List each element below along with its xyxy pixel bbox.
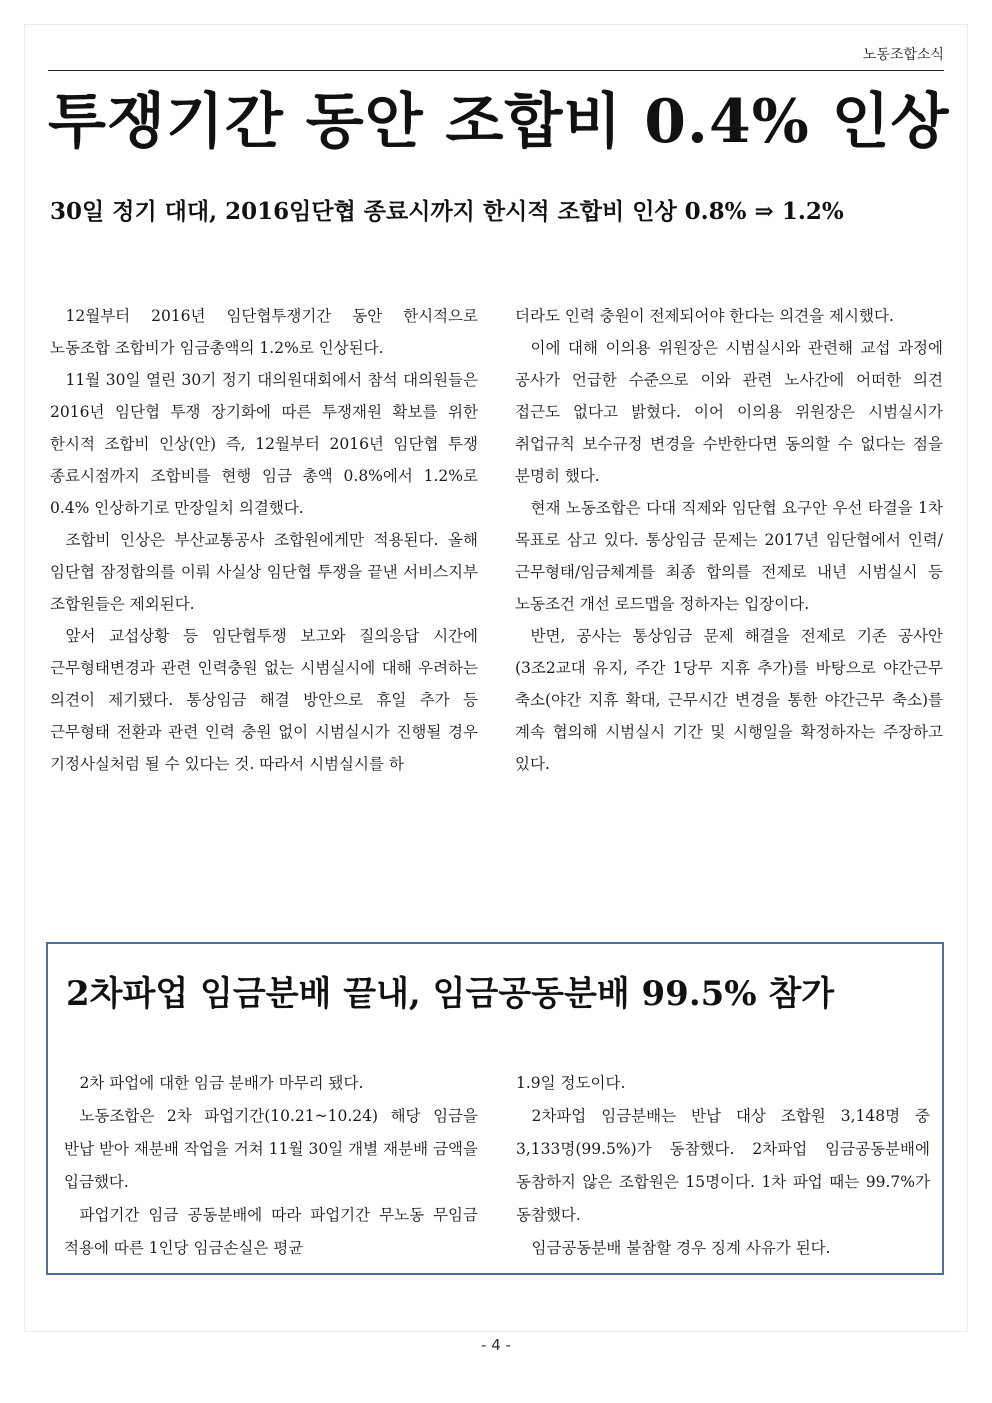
boxed-article-paragraph-continued: 1.9일 정도이다. bbox=[516, 1074, 626, 1092]
article-paragraph: 11월 30일 열린 30기 정기 대의원대회에서 참석 대의원들은 2016년 임단협 투쟁 장기화에 따른 투쟁재원 확보를 위한 한시적 조합비 인상(안) 즉, 12월부터 2016년 임단협 투쟁 종료시점까지 조합비를 현행 임금 총액 0.8%에서 1.2%로 0.4% 인상하기로 만장일치 의결했다. bbox=[50, 371, 478, 517]
article-column-right bbox=[515, 300, 943, 780]
boxed-article-paragraph: 2차 파업에 대한 임금 분배가 마무리 됐다. bbox=[79, 1074, 364, 1092]
article-paragraph: 이에 대해 이의용 위원장은 시범실시와 관련해 교섭 과정에 공사가 언급한 수준으로 이와 관련 노사간에 어떠한 의견 접근도 없다고 밝혔다. 이어 이의용 위원장은 시범실시가 취업규칙 보수규정 변경을 수반한다면 동의할 수 없다는 점을 분명히 했다. bbox=[515, 339, 943, 485]
article-column-left bbox=[50, 300, 478, 780]
boxed-article-paragraph: 파업기간 임금 공동분배에 따라 파업기간 무노동 무임금 적용에 따른 1인당 임금손실은 평균 bbox=[64, 1206, 478, 1257]
article-paragraph: 12월부터 2016년 임단협투쟁기간 동안 한시적으로 노동조합 조합비가 임금총액의 1.2%로 인상된다. bbox=[50, 307, 478, 357]
boxed-article-paragraph: 임금공동분배 불참할 경우 징계 사유가 된다. bbox=[531, 1239, 831, 1257]
article-paragraph: 반면, 공사는 통상임금 문제 해결을 전제로 기존 공사안(3조2교대 유지, 주간 1당무 지휴 추가)를 바탕으로 야간근무 축소(야간 지휴 확대, 근무시간 변경을 통한 야간근무 축소)를 계속 협의해 시범실시 기간 및 시행일을 확정하자는 주장하고 있다. bbox=[515, 627, 943, 773]
article-paragraph: 앞서 교섭상황 등 임단협투쟁 보고와 질의응답 시간에 근무형태변경과 관련 인력충원 없는 시범실시에 대해 우려하는 의견이 제기됐다. 통상임금 해결 방안으로 휴일 추가 등 근무형태 전환과 관련 인력 충원 없이 시범실시가 진행될 경우 기정사실처럼 될 수 있다는 것. 따라서 시범실시를 하 bbox=[50, 627, 478, 773]
article-title: 투쟁기간 동안 조합비 0.4% 인상 bbox=[48, 87, 950, 157]
article-body bbox=[50, 300, 943, 780]
header-rule bbox=[48, 70, 944, 71]
boxed-article-column-right bbox=[516, 1067, 930, 1265]
boxed-article-column-left bbox=[64, 1067, 478, 1265]
page-number: - 4 - bbox=[481, 1336, 511, 1354]
article-paragraph-continued: 더라도 인력 충원이 전제되어야 한다는 의견을 제시했다. bbox=[515, 307, 894, 325]
article-subtitle: 30일 정기 대대, 2016임단협 종료시까지 한시적 조합비 인상 0.8% ⇒ 1.2% bbox=[50, 198, 844, 225]
boxed-article-title: 2차파업 임금분배 끝내, 임금공동분배 99.5% 참가 bbox=[66, 974, 835, 1014]
boxed-article-paragraph: 2차파업 임금분배는 반납 대상 조합원 3,148명 중 3,133명(99.5%)가 동참했다. 2차파업 임금공동분배에 동참하지 않은 조합원은 15명이다. 1차 파업 때는 99.7%가 동참했다. bbox=[516, 1107, 930, 1224]
boxed-article-body bbox=[64, 1067, 930, 1265]
article-paragraph: 조합비 인상은 부산교통공사 조합원에게만 적용된다. 올해 임단협 잠정합의를 이뤄 사실상 임단협 투쟁을 끝낸 서비스지부 조합원들은 제외된다. bbox=[50, 531, 478, 613]
running-header: 노동조합소식 bbox=[862, 47, 944, 63]
boxed-article bbox=[46, 942, 944, 1275]
boxed-article-paragraph: 노동조합은 2차 파업기간(10.21~10.24) 해당 임금을 반납 받아 재분배 작업을 거쳐 11월 30일 개별 재분배 금액을 입금했다. bbox=[64, 1107, 478, 1191]
article-paragraph: 현재 노동조합은 다대 직제와 임단협 요구안 우선 타결을 1차 목표로 삼고 있다. 통상임금 문제는 2017년 임단협에서 인력/근무형태/임금체계를 최종 합의를 전제로 내년 시범실시 등 노동조건 개선 로드맵을 정하자는 입장이다. bbox=[515, 499, 943, 613]
